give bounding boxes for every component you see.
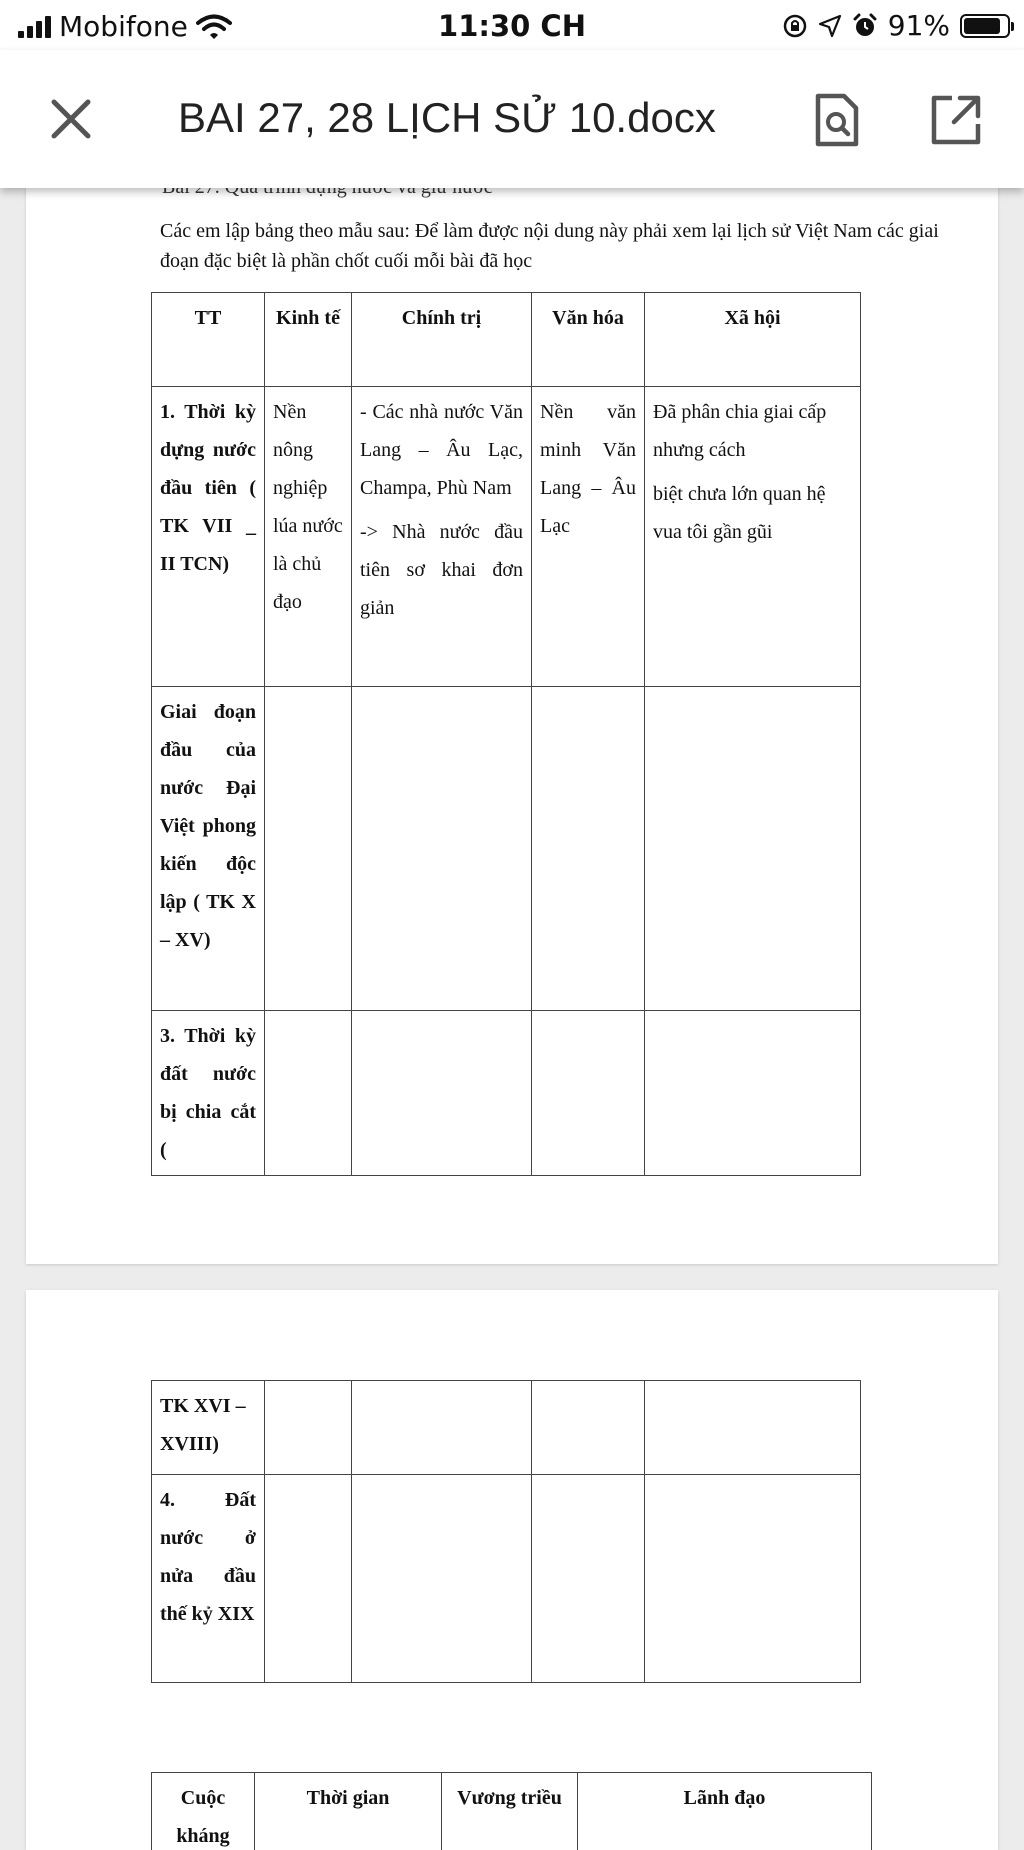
header-cuoc-khang: Cuộc kháng — [152, 1773, 255, 1850]
cell-empty — [352, 1475, 532, 1683]
document-page-2 — [26, 1290, 998, 1850]
cell-kinh-te: Nền nông nghiệp lúa nước là chủ đạo — [265, 387, 352, 687]
close-icon[interactable] — [46, 94, 96, 144]
alarm-icon — [852, 13, 878, 39]
cell-van-hoa: Nền văn minh Văn Lang – Âu Lạc — [532, 387, 645, 687]
orientation-lock-icon — [782, 13, 808, 39]
find-in-document-icon[interactable] — [812, 92, 862, 148]
header-lanh-dao: Lãnh đạo — [578, 1773, 872, 1850]
cell-empty — [645, 687, 861, 1011]
header-xa-hoi: Xã hội — [645, 293, 861, 387]
cell-empty — [265, 1011, 352, 1176]
cell-period: 3. Thời kỳ đất nước bị chia cắt ( — [152, 1011, 265, 1176]
chinh-tri-paragraph-2: -> Nhà nước đầu tiên sơ khai đơn giản — [360, 513, 523, 627]
cell-xa-hoi — [645, 387, 861, 687]
cell-empty — [532, 1381, 645, 1475]
table-row — [152, 1381, 861, 1475]
table-header-row — [152, 1773, 872, 1850]
cell-empty — [265, 1475, 352, 1683]
document-header — [0, 50, 1024, 188]
cell-chinh-tri — [352, 387, 532, 687]
table-row — [152, 1011, 861, 1176]
cell-empty — [645, 1381, 861, 1475]
document-title: BAI 27, 28 LỊCH SỬ 10.docx — [178, 94, 716, 142]
cell-empty — [352, 687, 532, 1011]
chinh-tri-paragraph-1: - Các nhà nước Văn Lang – Âu Lạc, Champa, Phù Nam — [360, 393, 523, 507]
cell-empty — [532, 1475, 645, 1683]
cell-empty — [532, 1011, 645, 1176]
header-tt: TT — [152, 293, 265, 387]
cell-empty — [645, 1475, 861, 1683]
status-right — [782, 9, 1010, 42]
table-row — [152, 387, 861, 687]
status-bar — [0, 0, 1024, 50]
cell-empty — [352, 1011, 532, 1176]
cell-period: Giai đoạn đầu của nước Đại Việt phong kiến độc lập ( TK X – XV) — [152, 687, 265, 1011]
cell-empty — [532, 687, 645, 1011]
cell-period: 4. Đất nước ở nửa đầu thế kỷ XIX — [152, 1475, 265, 1683]
history-table — [151, 292, 861, 1176]
xa-hoi-paragraph-1: Đã phân chia giai cấp nhưng cách — [653, 393, 852, 469]
header-kinh-te: Kinh tế — [265, 293, 352, 387]
battery-icon — [960, 14, 1010, 38]
header-van-hoa: Văn hóa — [532, 293, 645, 387]
cell-period: TK XVI – XVIII) — [152, 1381, 265, 1475]
battery-fill — [964, 18, 1000, 34]
xa-hoi-paragraph-2: biệt chưa lớn quan hệ vua tôi gần gũi — [653, 475, 852, 551]
intro-paragraph: Các em lập bảng theo mẫu sau: Để làm được nội dung này phải xem lại lịch sử Việt Nam các giai đoạn đặc biệt là phần chốt cuối mỗi bài đã học — [160, 216, 950, 276]
header-thoi-gian: Thời gian — [255, 1773, 442, 1850]
cell-period: 1. Thời kỳ dựng nước đầu tiên ( TK VII _ II TCN) — [152, 387, 265, 687]
status-time: 11:30 CH — [0, 9, 1024, 43]
cell-empty — [265, 687, 352, 1011]
resistance-table — [151, 1772, 872, 1850]
document-page-1 — [26, 140, 998, 1264]
location-icon — [818, 14, 842, 38]
cell-empty — [265, 1381, 352, 1475]
table-row — [152, 687, 861, 1011]
open-external-icon[interactable] — [930, 94, 982, 146]
cell-empty — [352, 1381, 532, 1475]
carrier-label: Mobifone — [59, 10, 188, 43]
header-chinh-tri: Chính trị — [352, 293, 532, 387]
battery-percent: 91% — [888, 9, 950, 42]
table-row — [152, 1475, 861, 1683]
history-table-continued — [151, 1380, 861, 1683]
table-header-row — [152, 293, 861, 387]
cell-empty — [645, 1011, 861, 1176]
header-vuong-trieu: Vương triều — [442, 1773, 578, 1850]
